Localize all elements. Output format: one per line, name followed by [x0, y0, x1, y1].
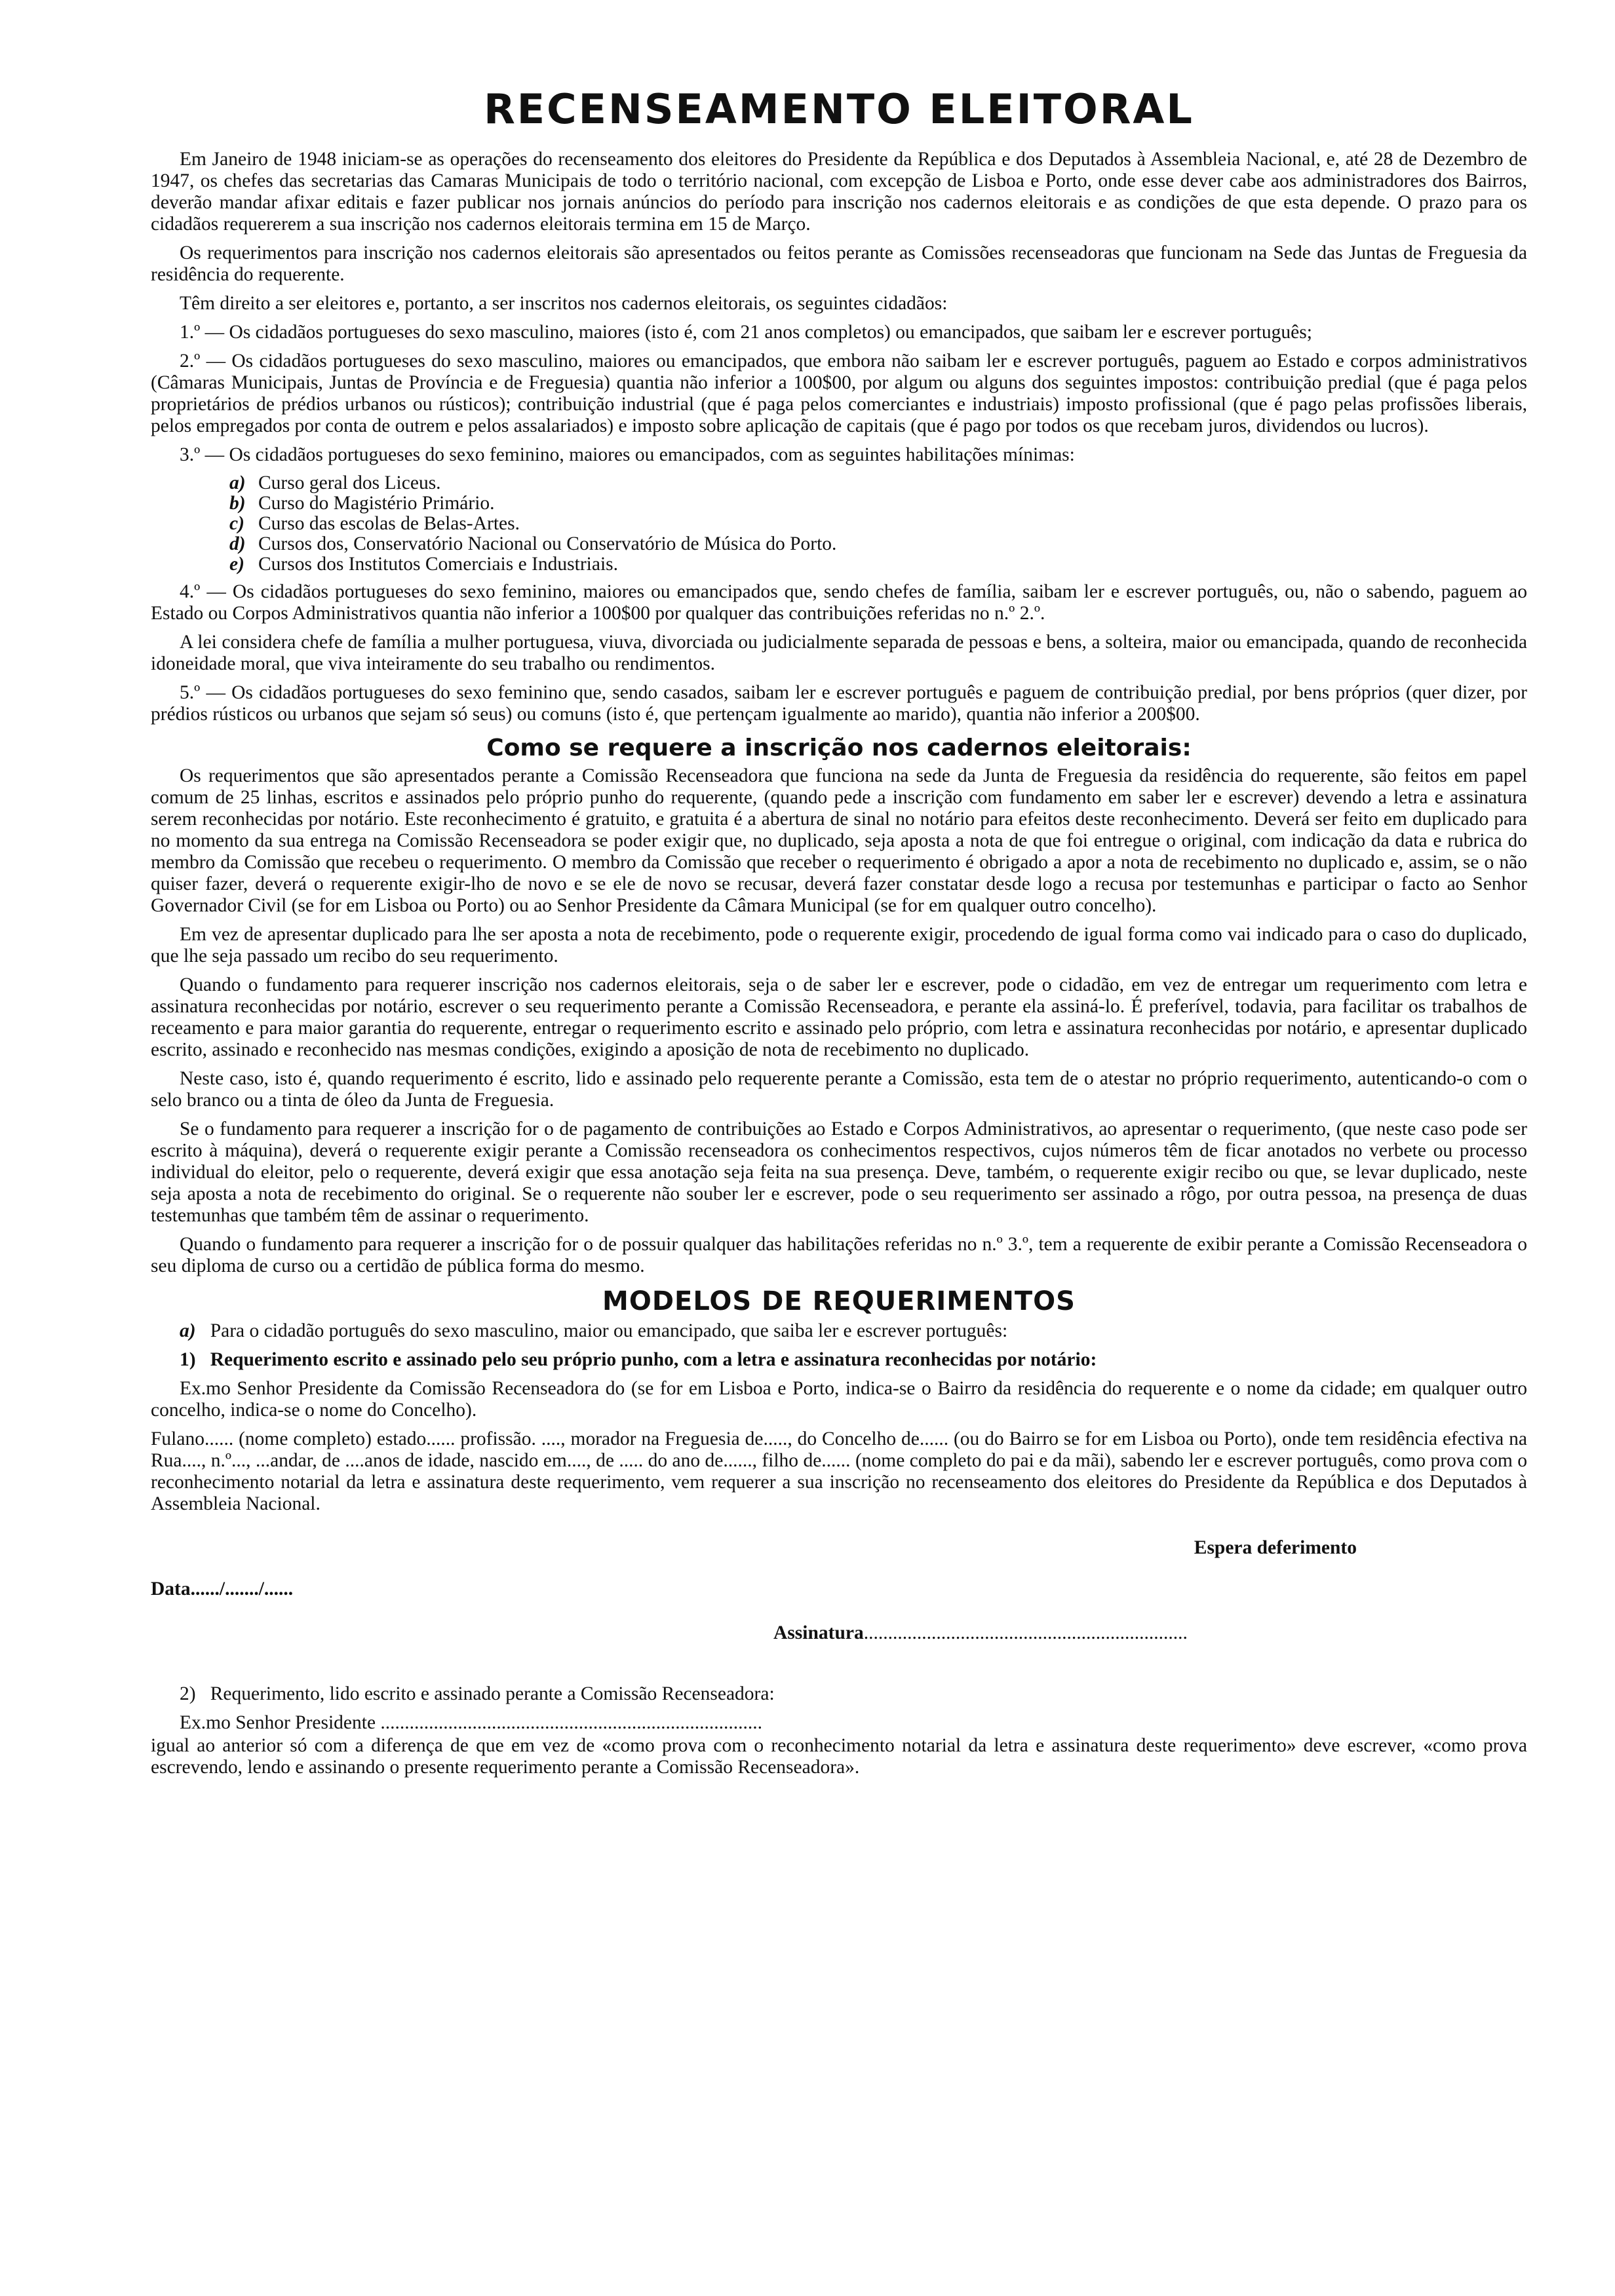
- section2-paragraph-2: Em vez de apresentar duplicado para lhe ser aposta a nota de recebimento, pode o requerente exigir, procedendo de igual forma como vai indicado para o caso do duplicado, que lhe seja passado um recibo do seu requerimento.: [151, 924, 1527, 966]
- model-a-intro: [151, 1320, 1527, 1342]
- condition-4-note: A lei considera chefe de família a mulher portuguesa, viuva, divorciada ou judicialmente separada de pessoas e bens, a solteira, maior ou emancipada, quando de reconhecida idoneidade moral, que viva inteiramente do seu trabalho ou rendimentos.: [151, 632, 1527, 674]
- model-2-title-line: [151, 1683, 1527, 1705]
- model-a-letter: a): [180, 1320, 196, 1341]
- model-1-title: Requerimento escrito e assinado pelo seu próprio punho, com a letra e assinatura reconhecidas por notário:: [210, 1349, 1097, 1370]
- intro-paragraph-1: Em Janeiro de 1948 iniciam-se as operações do recenseamento dos eleitores do Presidente da República e dos Deputados à Assembleia Nacional, e, até 28 de Dezembro de 1947, os chefes das secretarias das Camaras Municipais de todo o território nacional, com excepção de Lisboa e Porto, onde esse dever cabe aos administradores dos Bairros, deverão mandar afixar editais e fazer publicar nos jornais anúncios do período para inscrição nos cadernos eleitorais e as condições de que esta depende. O prazo para os cidadãos requererem a sua inscrição nos cadernos eleitorais termina em 15 de Março.: [151, 149, 1527, 235]
- condition-2: 2.º — Os cidadãos portugueses do sexo masculino, maiores ou emancipados, que embora não saibam ler e escrever português, paguem ao Estado e corpos administrativos (Câmaras Municipais, Juntas de Província e de Freguesia) quantia não inferior a 100$00, por algum ou alguns dos seguintes impostos: contribuição predial (que é paga pelos proprietários de prédios urbanos ou rústicos); contribuição industrial (que é paga pelos comerciantes e industriais) imposto profissional (que é pago pelas profissões liberais, pelos empregados por conta de outrem e pelos assalariados) e imposto sobre aplicação de capitais (que é pago por todos os que recebam juros, dividendos ou lucros).: [151, 351, 1527, 436]
- intro-paragraph-2: Os requerimentos para inscrição nos cadernos eleitorais são apresentados ou feitos perante as Comissões recenseadoras que funcionam na Sede das Juntas de Freguesia da residência do requerente.: [151, 242, 1527, 285]
- section-heading-inscricao: Como se requere a inscrição nos cadernos eleitorais:: [486, 735, 1192, 761]
- section2-paragraph-4: Neste caso, isto é, quando requerimento é escrito, lido e assinado pelo requerente perante a Comissão, esta tem de o atestar no próprio requerimento, autenticando-o com o selo branco ou a tinta de óleo da Junta de Freguesia.: [151, 1068, 1527, 1111]
- document-page: [151, 85, 1527, 2280]
- model-1-body-2: Fulano...... (nome completo) estado...... profissão. ...., morador na Freguesia de....., do Concelho de...... (ou do Bairro se for em Lisboa ou Porto), onde tem residência efectiva na Rua...., n.º..., ...andar, de ....anos de idade, nascido em...., de ..... do ano de......, filho de...... (nome completo do pai e da mãi), sabendo ler e escrever português, como prova com o reconhecimento notarial da letra e assinatura deste requerimento, vem requerer a sua inscrição no recenseamento dos eleitores do Presidente da República e dos Deputados à Assembleia Nacional.: [151, 1428, 1527, 1514]
- assinatura-dots: ...................................................................: [863, 1622, 1188, 1643]
- habilitacoes-list: [151, 473, 1527, 575]
- list-item: d) Cursos dos, Conservatório Nacional ou Conservatório de Música do Porto.: [229, 533, 837, 554]
- assinatura-label: Assinatura: [773, 1622, 864, 1643]
- espera-deferimento: Espera deferimento: [1194, 1537, 1357, 1558]
- section2-paragraph-1: Os requerimentos que são apresentados perante a Comissão Recenseadora que funciona na sede da Junta de Freguesia da residência do requerente, são feitos em papel comum de 25 linhas, escritos e assinados pelo próprio punho do requerente, (quando pede a inscrição com fundamento em saber ler e escrever) devendo a letra e assinatura serem reconhecidas por notário. Este reconhecimento é gratuito, e gratuita é a abertura de sinal no notário para efeitos deste reconhecimento. Deverá ser feito em duplicado para no momento da sua entrega na Comissão Recenseadora se poder exigir que, no duplicado, seja aposta a nota de que foi entregue o original, com indicação da data e rubrica do membro da Comissão que recebeu o requerimento. O membro da Comissão que receber o requerimento é obrigado a apor a nota de recebimento no duplicado e, assim, se o não quiser fazer, deverá o requerente exigir-lho de novo e se ele de novo se recusar, deverá fazer constatar desde logo a recusa por testemunhas e participar o facto ao Senhor Governador Civil (se for em Lisboa ou Porto) ou ao Senhor Presidente da Câmara Municipal (se for em qualquer outro concelho).: [151, 765, 1527, 916]
- model-2-body-1: Ex.mo Senhor Presidente ...............................................................................: [180, 1712, 763, 1733]
- condition-3: 3.º — Os cidadãos portugueses do sexo feminino, maiores ou emancipados, com as seguintes habilitações mínimas:: [180, 444, 1075, 465]
- intro-paragraph-3: Têm direito a ser eleitores e, portanto, a ser inscritos nos cadernos eleitorais, os seguintes cidadãos:: [180, 293, 948, 314]
- assinatura-line: [773, 1622, 1527, 1644]
- condition-5: 5.º — Os cidadãos portugueses do sexo feminino que, sendo casados, saibam ler e escrever português e paguem de contribuição predial, por bens próprios (quer dizer, por prédios rústicos ou urbanos que sejam só seus) ou comuns (isto é, que pertençam igualmente ao marido), quantia não inferior a 200$00.: [151, 682, 1527, 725]
- condition-1: 1.º — Os cidadãos portugueses do sexo masculino, maiores (isto é, com 21 anos completos) ou emancipados, que saibam ler e escrever português;: [180, 322, 1312, 343]
- model-1-body-1: Ex.mo Senhor Presidente da Comissão Recenseadora do (se for em Lisboa e Porto, indica-se o Bairro da residência do requerente e o nome da cidade; em qualquer outro concelho, indica-se o nome do Concelho).: [151, 1378, 1527, 1421]
- model-2-body-2: igual ao anterior só com a diferença de que em vez de «como prova com o reconhecimento notarial da letra e assinatura deste requerimento» deve escrever, «como prova escrevendo, lendo e assinando o presente requerimento perante a Comissão Recenseadora».: [151, 1735, 1527, 1778]
- section2-paragraph-3: Quando o fundamento para requerer inscrição nos cadernos eleitorais, seja o de saber ler e escrever, pode o cidadão, em vez de entregar um requerimento com letra e assinatura reconhecidas por notário, escrever o seu requerimento perante a Comissão Recenseadora, e perante ela assiná-lo. É preferível, todavia, para facilitar os trabalhos de receamento e para maior garantia do requerente, entregar o requerimento escrito e assinado pelo próprio, com letra e assinatura reconhecidas por notário, e apresentar duplicado escrito, assinado e reconhecido nas mesmas condições, exigindo a aposição de nota de recebimento no duplicado.: [151, 974, 1527, 1060]
- list-item: a) Curso geral dos Liceus.: [229, 472, 441, 493]
- section2-paragraph-6: Quando o fundamento para requerer a inscrição for o de possuir qualquer das habilitações referidas no n.º 3.º, tem a requerente de exibir perante a Comissão Recenseadora o seu diploma de curso ou a certidão de pública forma do mesmo.: [151, 1234, 1527, 1276]
- condition-4: 4.º — Os cidadãos portugueses do sexo feminino, maiores ou emancipados que, sendo chefes de família, saibam ler e escrever português, ou, não o sabendo, paguem ao Estado ou Corpos Administrativos quantia não inferior a 100$00 por qualquer das contribuições referidas no n.º 2.º.: [151, 581, 1527, 624]
- list-item: e) Cursos dos Institutos Comerciais e Industriais.: [229, 554, 618, 575]
- model-a-text: Para o cidadão português do sexo masculino, maior ou emancipado, que saiba ler e escrever português:: [210, 1320, 1008, 1341]
- model-1-number: 1): [180, 1349, 196, 1370]
- model-1-title-line: [151, 1349, 1527, 1371]
- page-title: RECENSEAMENTO ELEITORAL: [484, 85, 1194, 133]
- list-item: c) Curso das escolas de Belas-Artes.: [229, 513, 520, 534]
- section2-paragraph-5: Se o fundamento para requerer a inscrição for o de pagamento de contribuições ao Estado e Corpos Administrativos, ao apresentar o requerimento, (que neste caso pode ser escrito à máquina), deverá o requerente exigir perante a Comissão recenseadora os conhecimentos respectivos, cujos números têm de ficar anotados no verbete ou processo individual do eleitor, pelo o requerente, deverá exigir que essa anotação seja feita na sua presença. Deve, também, o requerente exigir recibo ou que, se levar duplicado, neste seja aposta a nota de recebimento do original. Se o requerente não souber ler e escrever, pode o seu requerimento ser assinado a rôgo, por outra pessoa, na presença de duas testemunhas que também têm de assinar o requerimento.: [151, 1119, 1527, 1226]
- section-heading-modelos: MODELOS DE REQUERIMENTOS: [602, 1286, 1076, 1316]
- model-2-number: 2): [180, 1683, 196, 1704]
- data-line: Data....../......./......: [151, 1578, 294, 1599]
- list-item: b) Curso do Magistério Primário.: [229, 493, 495, 514]
- model-2-title: Requerimento, lido escrito e assinado perante a Comissão Recenseadora:: [210, 1683, 775, 1704]
